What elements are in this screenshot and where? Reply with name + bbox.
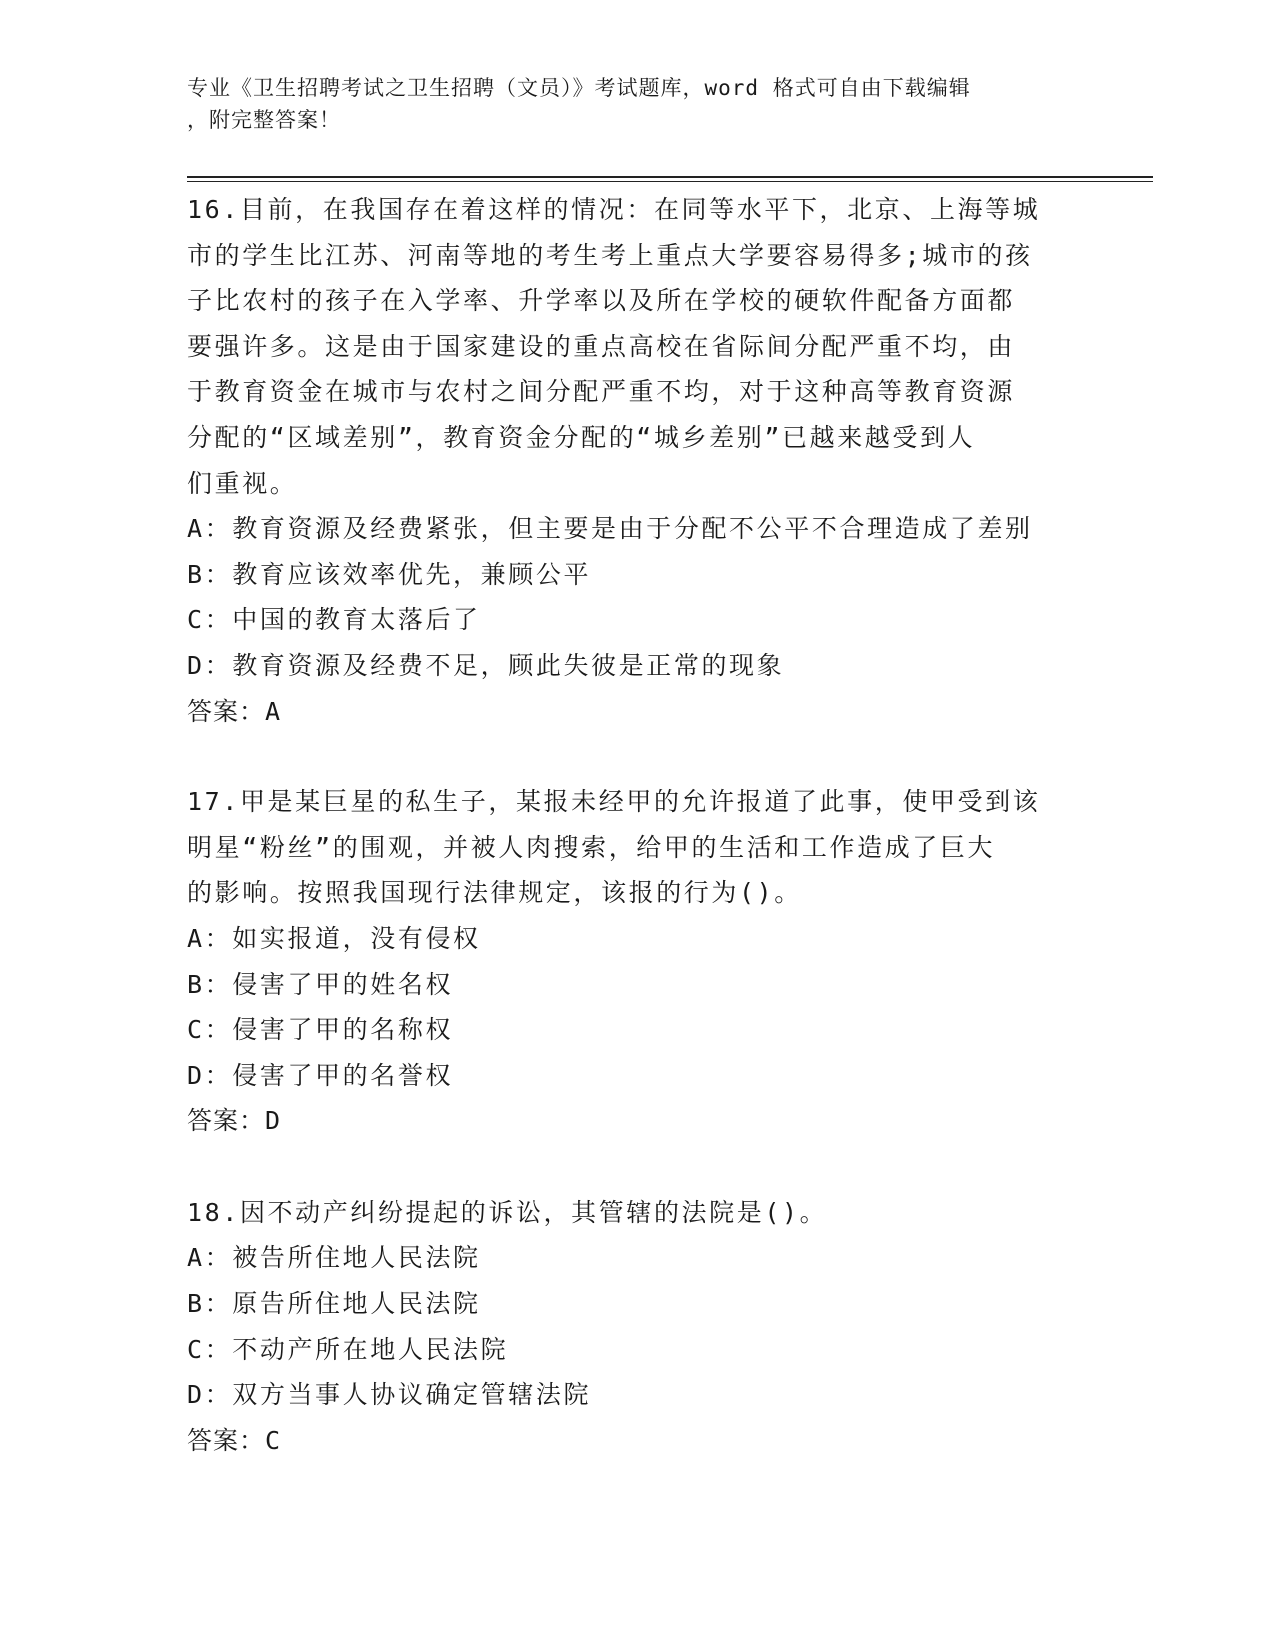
option-b: B：侵害了甲的姓名权 [187, 969, 454, 999]
option-a: A：教育资源及经费紧张，但主要是由于分配不公平不合理造成了差别 [187, 514, 1033, 544]
question-17 [187, 779, 1087, 1144]
question-list [187, 187, 1087, 1463]
option-a: A：如实报道，没有侵权 [187, 923, 481, 953]
answer-value: A [265, 696, 282, 726]
question-stem-line: 16.目前，在我国存在着这样的情况：在同等水平下，北京、上海等城 [187, 195, 1041, 224]
option-a: A：被告所住地人民法院 [187, 1243, 481, 1273]
document-header [187, 72, 1087, 136]
option-c: C：不动产所在地人民法院 [187, 1334, 509, 1364]
header-divider-thick [187, 176, 1153, 178]
option-d: D：双方当事人协议确定管辖法院 [187, 1380, 592, 1410]
question-16 [187, 187, 1087, 734]
question-spacer [187, 1144, 1087, 1190]
question-stem-line: 子比农村的孩子在入学率、升学率以及所在学校的硬软件配备方面都 [187, 286, 1016, 316]
answer-label: 答案： [187, 1106, 266, 1136]
answer-value: C [265, 1425, 282, 1455]
option-d: D：侵害了甲的名誉权 [187, 1060, 454, 1090]
option-d: D：教育资源及经费不足，顾此失彼是正常的现象 [187, 650, 785, 680]
option-b: B：教育应该效率优先，兼顾公平 [187, 559, 592, 589]
answer-label: 答案： [187, 1425, 266, 1455]
option-c: C：侵害了甲的名称权 [187, 1015, 454, 1045]
option-c: C：中国的教育太落后了 [187, 605, 481, 635]
question-stem-line: 市的学生比江苏、河南等地的考生考上重点大学要容易得多;城市的孩 [187, 240, 1033, 270]
answer-value: D [265, 1106, 282, 1136]
option-b: B：原告所住地人民法院 [187, 1289, 481, 1319]
question-stem-line: 于教育资金在城市与农村之间分配严重不均，对于这种高等教育资源 [187, 377, 1016, 407]
question-18 [187, 1190, 1087, 1464]
header-divider-thin [187, 181, 1153, 182]
question-stem-line: 的影响。按照我国现行法律规定，该报的行为()。 [187, 878, 802, 908]
question-stem-line: 要强许多。这是由于国家建设的重点高校在省际间分配严重不均，由 [187, 331, 1016, 361]
question-stem-line: 分配的“区域差别”，教育资金分配的“城乡差别”已越来越受到人 [187, 422, 976, 452]
answer-line [187, 1098, 1087, 1144]
question-stem-line: 17.甲是某巨星的私生子，某报未经甲的允许报道了此事，使甲受到该 [187, 787, 1041, 817]
answer-line [187, 689, 1087, 735]
answer-label: 答案： [187, 696, 266, 726]
header-line-1: 专业《卫生招聘考试之卫生招聘（文员）》考试题库，word 格式可自由下载编辑 [187, 76, 971, 100]
header-line-2: ，附完整答案！ [187, 108, 341, 132]
question-stem-line: 18.因不动产纠纷提起的诉讼，其管辖的法院是()。 [187, 1197, 828, 1227]
answer-line [187, 1418, 1087, 1464]
question-spacer [187, 734, 1087, 779]
question-stem-line: 明星“粉丝”的围观，并被人肉搜索，给甲的生活和工作造成了巨大 [187, 832, 996, 862]
question-stem-line: 们重视。 [187, 468, 298, 498]
